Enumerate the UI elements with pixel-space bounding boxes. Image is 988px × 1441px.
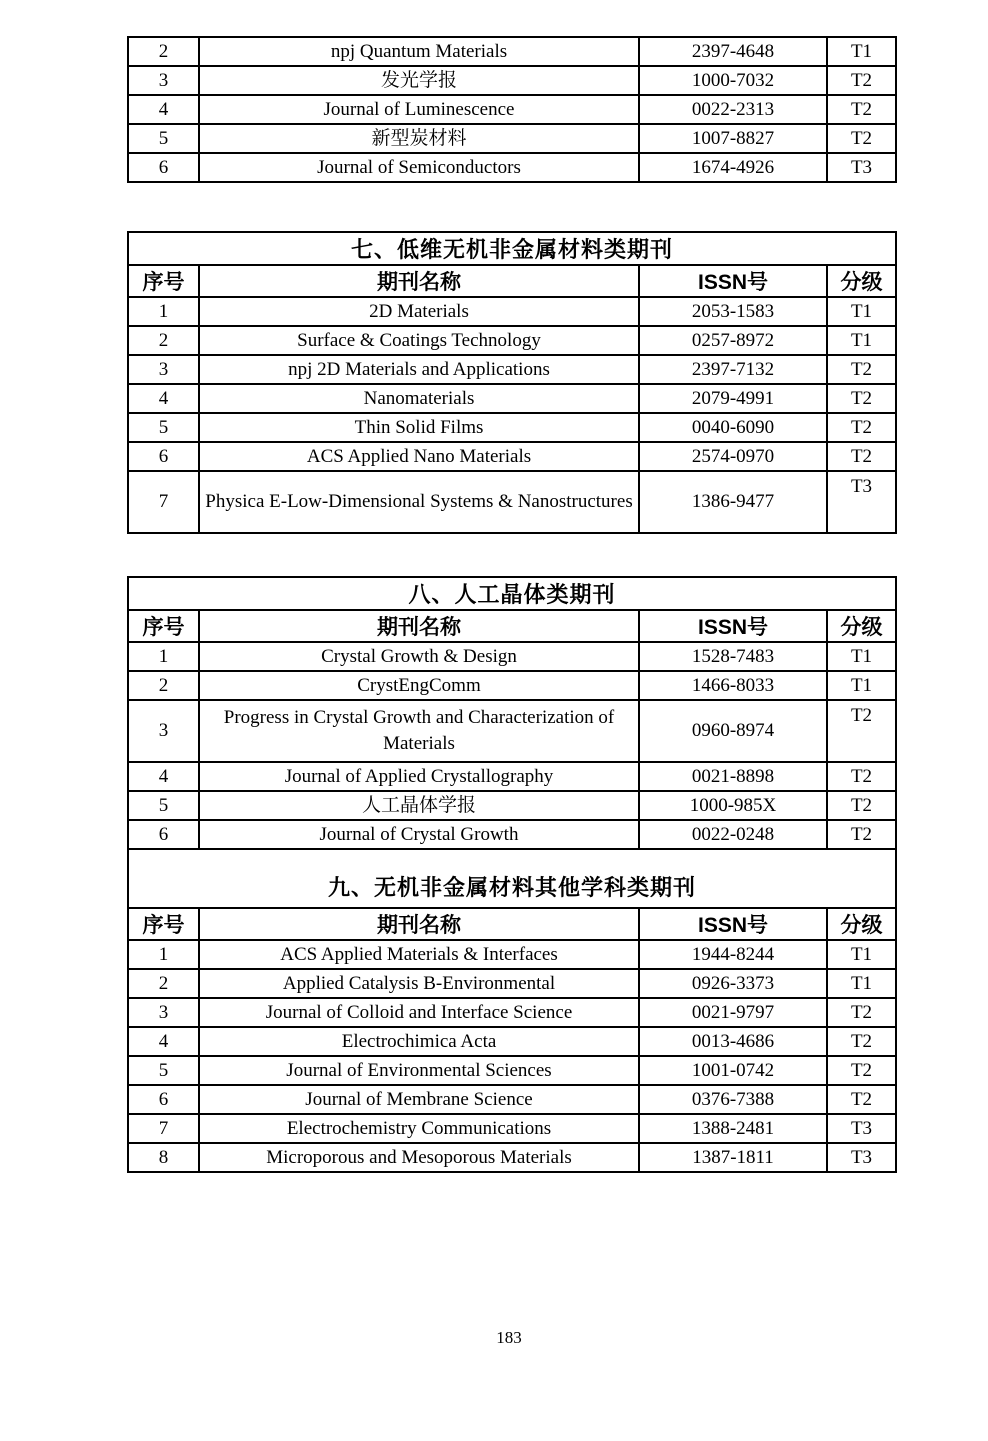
cell-issn: 1007-8827: [639, 124, 827, 153]
cell-seq: 8: [128, 1143, 199, 1172]
cell-issn: 0257-8972: [639, 326, 827, 355]
section-title-row: [128, 577, 896, 610]
cell-seq: 3: [128, 355, 199, 384]
cell-seq: 5: [128, 1056, 199, 1085]
cell-issn: 1674-4926: [639, 153, 827, 182]
column-header-name: 期刊名称: [199, 265, 639, 297]
table-row: [128, 700, 896, 762]
table-row: [128, 471, 896, 533]
cell-seq: 1: [128, 940, 199, 969]
column-header-grade: 分级: [827, 908, 896, 940]
column-header-seq: 序号: [128, 908, 199, 940]
cell-name: Crystal Growth & Design: [199, 642, 639, 671]
column-header-seq: 序号: [128, 610, 199, 642]
table-row: [128, 671, 896, 700]
cell-issn: 1001-0742: [639, 1056, 827, 1085]
column-header-issn: ISSN号: [639, 908, 827, 940]
page-number: 183: [496, 1328, 522, 1347]
cell-seq: 6: [128, 442, 199, 471]
cell-issn: 1466-8033: [639, 671, 827, 700]
cell-seq: 6: [128, 820, 199, 849]
cell-seq: 5: [128, 791, 199, 820]
table-row: [128, 124, 896, 153]
cell-seq: 2: [128, 37, 199, 66]
table-row: [128, 95, 896, 124]
cell-issn: 1000-7032: [639, 66, 827, 95]
cell-name: Journal of Colloid and Interface Science: [199, 998, 639, 1027]
cell-name: Progress in Crystal Growth and Characterization of Materials: [199, 700, 639, 762]
cell-seq: 5: [128, 413, 199, 442]
cell-seq: 2: [128, 326, 199, 355]
cell-issn: 0022-0248: [639, 820, 827, 849]
table-row: [128, 37, 896, 66]
column-header-row: [128, 610, 896, 642]
journal-table-section7: [127, 231, 897, 534]
table-row: [128, 969, 896, 998]
cell-grade: T3: [827, 1114, 896, 1143]
table-row: [128, 326, 896, 355]
cell-issn: 1944-8244: [639, 940, 827, 969]
cell-issn: 0022-2313: [639, 95, 827, 124]
table-row: [128, 1114, 896, 1143]
cell-seq: 6: [128, 153, 199, 182]
cell-issn: 0376-7388: [639, 1085, 827, 1114]
cell-name: 人工晶体学报: [199, 791, 639, 820]
section-title: 七、低维无机非金属材料类期刊: [128, 232, 896, 265]
cell-issn: 2397-4648: [639, 37, 827, 66]
cell-name: Physica E-Low-Dimensional Systems & Nanostructures: [199, 471, 639, 533]
cell-grade: T1: [827, 671, 896, 700]
cell-grade: T2: [827, 1027, 896, 1056]
cell-name: 新型炭材料: [199, 124, 639, 153]
column-header-row: [128, 908, 896, 940]
cell-name: Journal of Environmental Sciences: [199, 1056, 639, 1085]
column-header-issn: ISSN号: [639, 265, 827, 297]
section-title-row: [128, 232, 896, 265]
cell-name: Applied Catalysis B-Environmental: [199, 969, 639, 998]
cell-grade: T1: [827, 297, 896, 326]
table-row: [128, 998, 896, 1027]
cell-seq: 1: [128, 642, 199, 671]
cell-grade: T2: [827, 1085, 896, 1114]
cell-name: npj Quantum Materials: [199, 37, 639, 66]
cell-name: npj 2D Materials and Applications: [199, 355, 639, 384]
cell-grade: T2: [827, 791, 896, 820]
cell-grade: T2: [827, 95, 896, 124]
cell-grade: T2: [827, 384, 896, 413]
section-title: 八、人工晶体类期刊: [128, 577, 896, 610]
section-title: 九、无机非金属材料其他学科类期刊: [128, 849, 896, 908]
table-row: [128, 1143, 896, 1172]
column-header-grade: 分级: [827, 265, 896, 297]
column-header-seq: 序号: [128, 265, 199, 297]
column-header-row: [128, 265, 896, 297]
column-header-name: 期刊名称: [199, 610, 639, 642]
cell-grade: T3: [827, 1143, 896, 1172]
cell-grade: T2: [827, 355, 896, 384]
cell-seq: 2: [128, 671, 199, 700]
cell-seq: 2: [128, 969, 199, 998]
cell-issn: 1528-7483: [639, 642, 827, 671]
cell-seq: 3: [128, 700, 199, 762]
cell-grade: T2: [827, 1056, 896, 1085]
column-header-grade: 分级: [827, 610, 896, 642]
cell-issn: 0021-9797: [639, 998, 827, 1027]
table-row: [128, 820, 896, 849]
cell-grade: T1: [827, 642, 896, 671]
cell-issn: 2053-1583: [639, 297, 827, 326]
cell-name: Journal of Membrane Science: [199, 1085, 639, 1114]
cell-grade: T2: [827, 124, 896, 153]
cell-grade: T3: [827, 471, 896, 533]
cell-grade: T2: [827, 998, 896, 1027]
cell-name: 发光学报: [199, 66, 639, 95]
cell-name: Surface & Coatings Technology: [199, 326, 639, 355]
cell-seq: 4: [128, 762, 199, 791]
journal-table-section8-9: [127, 576, 897, 1173]
table-row: [128, 153, 896, 182]
cell-name: Journal of Luminescence: [199, 95, 639, 124]
cell-issn: 1388-2481: [639, 1114, 827, 1143]
table-row: [128, 355, 896, 384]
cell-name: ACS Applied Nano Materials: [199, 442, 639, 471]
table-body: [128, 37, 896, 182]
cell-name: Journal of Crystal Growth: [199, 820, 639, 849]
table-row: [128, 791, 896, 820]
table-row: [128, 66, 896, 95]
cell-seq: 7: [128, 1114, 199, 1143]
column-header-name: 期刊名称: [199, 908, 639, 940]
cell-name: 2D Materials: [199, 297, 639, 326]
cell-name: CrystEngComm: [199, 671, 639, 700]
cell-issn: 2574-0970: [639, 442, 827, 471]
table-body: [128, 232, 896, 533]
cell-grade: T1: [827, 940, 896, 969]
cell-issn: 0013-4686: [639, 1027, 827, 1056]
cell-seq: 3: [128, 66, 199, 95]
cell-seq: 3: [128, 998, 199, 1027]
cell-issn: 0926-3373: [639, 969, 827, 998]
cell-grade: T2: [827, 700, 896, 762]
cell-name: Electrochemistry Communications: [199, 1114, 639, 1143]
table-row: [128, 1027, 896, 1056]
cell-grade: T2: [827, 820, 896, 849]
section-title-row: [128, 849, 896, 908]
table-row: [128, 413, 896, 442]
cell-seq: 4: [128, 384, 199, 413]
cell-issn: 2079-4991: [639, 384, 827, 413]
cell-grade: T2: [827, 66, 896, 95]
cell-grade: T1: [827, 969, 896, 998]
cell-name: Thin Solid Films: [199, 413, 639, 442]
table-row: [128, 762, 896, 791]
table-body: [128, 577, 896, 1172]
column-header-issn: ISSN号: [639, 610, 827, 642]
cell-name: Electrochimica Acta: [199, 1027, 639, 1056]
cell-issn: 0040-6090: [639, 413, 827, 442]
cell-issn: 0021-8898: [639, 762, 827, 791]
cell-seq: 5: [128, 124, 199, 153]
cell-grade: T1: [827, 326, 896, 355]
table-row: [128, 1085, 896, 1114]
journal-table-continued: [127, 36, 897, 183]
cell-issn: 1386-9477: [639, 471, 827, 533]
cell-grade: T1: [827, 37, 896, 66]
cell-grade: T2: [827, 762, 896, 791]
cell-grade: T2: [827, 442, 896, 471]
cell-name: Microporous and Mesoporous Materials: [199, 1143, 639, 1172]
cell-seq: 4: [128, 1027, 199, 1056]
table-row: [128, 1056, 896, 1085]
cell-name: Journal of Semiconductors: [199, 153, 639, 182]
cell-issn: 1000-985X: [639, 791, 827, 820]
cell-grade: T2: [827, 413, 896, 442]
cell-name: Journal of Applied Crystallography: [199, 762, 639, 791]
cell-seq: 4: [128, 95, 199, 124]
cell-seq: 1: [128, 297, 199, 326]
table-row: [128, 297, 896, 326]
table-row: [128, 642, 896, 671]
cell-seq: 6: [128, 1085, 199, 1114]
cell-issn: 0960-8974: [639, 700, 827, 762]
cell-name: ACS Applied Materials & Interfaces: [199, 940, 639, 969]
cell-grade: T3: [827, 153, 896, 182]
table-row: [128, 384, 896, 413]
cell-issn: 2397-7132: [639, 355, 827, 384]
cell-name: Nanomaterials: [199, 384, 639, 413]
cell-issn: 1387-1811: [639, 1143, 827, 1172]
cell-seq: 7: [128, 471, 199, 533]
table-row: [128, 940, 896, 969]
table-row: [128, 442, 896, 471]
